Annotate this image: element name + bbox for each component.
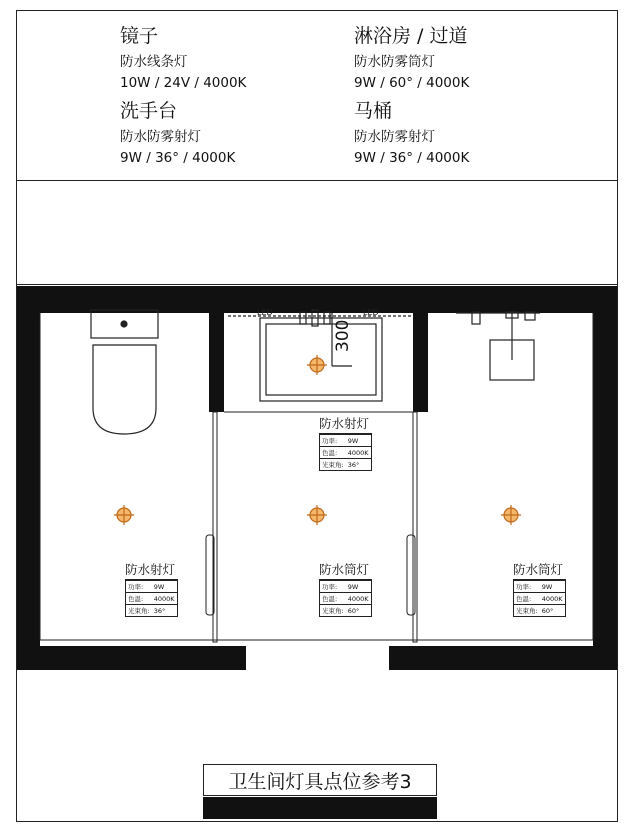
fixture-spec-table	[319, 434, 372, 471]
spec-params: 9W / 60° / 4000K	[354, 74, 470, 91]
title-underbar	[203, 797, 437, 819]
spec-key: 光束角:	[126, 605, 152, 617]
shower-fixtures	[456, 312, 540, 380]
spec-key: 功率:	[320, 581, 346, 593]
light-symbols	[114, 355, 521, 525]
spec-fixture: 防水防雾射灯	[120, 128, 201, 145]
spec-key: 色温:	[320, 447, 346, 459]
spec-value: 4000K	[540, 593, 565, 605]
spec-value: 9W	[152, 581, 177, 593]
fixture-label-shower	[513, 560, 566, 617]
spec-key: 色温:	[320, 593, 346, 605]
bottom-wall-left	[17, 646, 246, 670]
spec-key: 光束角:	[320, 605, 346, 617]
spec-value: 4000K	[346, 447, 371, 459]
glass-partitions	[206, 412, 417, 642]
spec-key: 色温:	[514, 593, 540, 605]
spec-key: 功率:	[514, 581, 540, 593]
fixture-label-vanity	[319, 414, 372, 471]
spec-title: 洗手台	[120, 100, 178, 122]
bottom-wall-right	[389, 646, 617, 670]
fixture-spec-table	[513, 580, 566, 617]
spec-value: 9W	[540, 581, 565, 593]
spec-fixture: 防水防雾筒灯	[354, 53, 435, 70]
spec-value: 9W	[346, 435, 371, 447]
spec-key: 光束角:	[514, 605, 540, 617]
spec-title: 镜子	[120, 25, 159, 47]
spec-key: 色温:	[126, 593, 152, 605]
spec-key: 功率:	[320, 435, 346, 447]
fixture-name: 防水射灯	[125, 560, 178, 580]
vanity	[228, 310, 414, 401]
fixture-spec-table	[319, 580, 372, 617]
fixture-spec-table	[125, 580, 178, 617]
spec-params: 9W / 36° / 4000K	[120, 149, 236, 166]
spec-value: 9W	[346, 581, 371, 593]
spec-value: 36°	[346, 459, 371, 471]
spec-value: 4000K	[346, 593, 371, 605]
left-wall	[17, 309, 40, 648]
partition-left	[209, 309, 224, 412]
spec-params: 9W / 36° / 4000K	[354, 149, 470, 166]
spec-fixture: 防水线条灯	[120, 53, 188, 70]
spotlight-toilet-symbol	[114, 505, 134, 525]
led-label-left: LED	[257, 308, 273, 317]
spotlight-vanity-symbol	[307, 355, 327, 375]
spec-params: 10W / 24V / 4000K	[120, 74, 247, 91]
spec-title: 马桶	[354, 100, 393, 122]
spec-value: 60°	[540, 605, 565, 617]
spec-fixture: 防水防雾射灯	[354, 128, 435, 145]
spec-title: 淋浴房 / 过道	[354, 25, 468, 47]
fixture-name: 防水射灯	[319, 414, 372, 434]
led-label-right: LED	[363, 308, 379, 317]
fixture-name: 防水筒灯	[513, 560, 566, 580]
spec-value: 36°	[152, 605, 177, 617]
dimension-label: 300	[333, 319, 353, 352]
downlight-shower-symbol	[501, 505, 521, 525]
right-wall	[593, 309, 617, 648]
top-wall	[17, 286, 617, 313]
fixture-name: 防水筒灯	[319, 560, 372, 580]
spec-value: 60°	[346, 605, 371, 617]
drawing-title: 卫生间灯具点位参考3	[203, 764, 437, 796]
toilet	[91, 310, 158, 434]
spec-value: 4000K	[152, 593, 177, 605]
fixture-label-toilet	[125, 560, 178, 617]
fixture-label-aisle	[319, 560, 372, 617]
downlight-aisle-symbol	[307, 505, 327, 525]
spec-key: 光束角:	[320, 459, 346, 471]
partition-right	[413, 309, 428, 412]
spec-key: 功率:	[126, 581, 152, 593]
